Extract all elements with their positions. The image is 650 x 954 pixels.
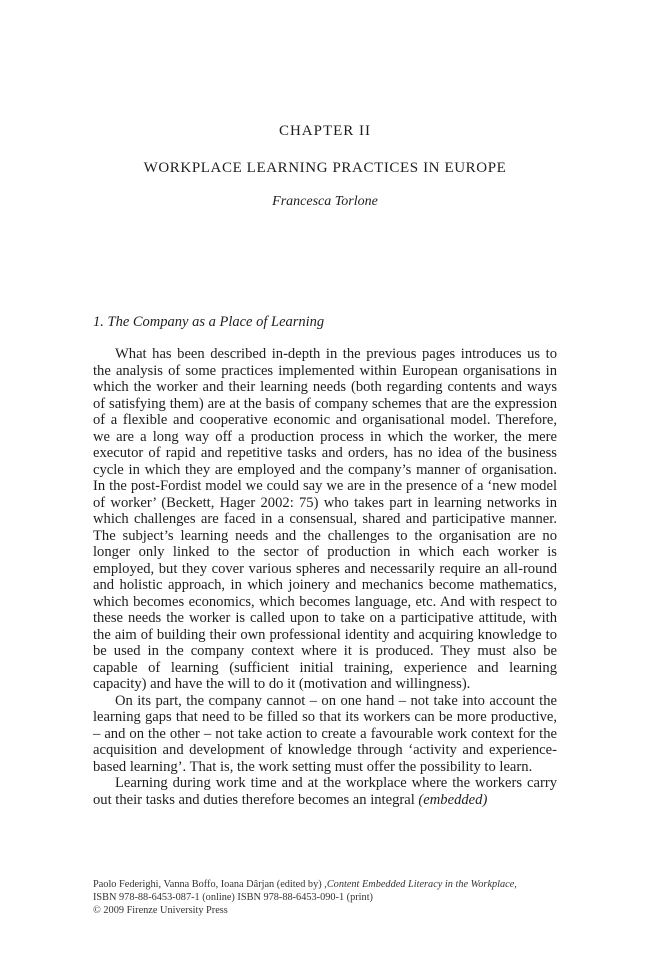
chapter-label: CHAPTER II [278, 123, 372, 139]
chapter-title: WORKPLACE LEARNING PRACTICES IN EUROPE [143, 160, 507, 176]
paragraph-3-text: Learning during work time and at the workplace where the workers carry out their tasks and duties therefore becomes an integral [93, 775, 557, 808]
paragraph-3-tail: (embedded) [418, 791, 488, 808]
paragraph-2: On its part, the company cannot – on one hand – not take into account the learning gaps that need to be filled so that its workers can be more productive, – and on the other – not take action to create a favourable work context for the acquisition and development of knowledge through ‘activity and experience-based learning’. That is, the work setting must offer the possibility to learn. [93, 692, 557, 775]
footer-copyright: © 2009 Firenze University Press [93, 905, 228, 916]
paragraph-3 [93, 775, 557, 808]
footer-citation-title: Content Embedded Literacy in the Workplace, [326, 879, 517, 890]
page-footer [93, 878, 563, 917]
footer-citation-prefix: Paolo Federighi, Vanna Boffo, Ioana Dârjan (edited by) , [93, 879, 327, 890]
chapter-author: Francesca Torlone [272, 194, 378, 209]
body-text [93, 346, 557, 808]
footer-citation [93, 878, 563, 891]
section-heading: 1. The Company as a Place of Learning [93, 314, 325, 330]
footer-isbn: ISBN 978-88-6453-087-1 (online) ISBN 978-88-6453-090-1 (print) [93, 892, 373, 903]
paragraph-1: What has been described in-depth in the previous pages introduces us to the analysis of some practices implemented within European organisations in which the worker and their learning needs (both regarding contents and ways of satisfying them) are at the basis of company schemes that are the expression of a flexible and cooperative economic and organisational model. Therefore, we are a long way off a production process in which the worker, the mere executor of rapid and repetitive tasks and orders, has no idea of the business cycle in which they are employed and the company’s manner of organisation. In the post-Fordist model we could say we are in the presence of a ‘new model of worker’ (Beckett, Hager 2002: 75) who takes part in learning networks in which challenges are faced in a consensual, shared and participative manner. The subject’s learning needs and the challenges to the organisation are no longer only linked to the sector of production in which each worker is employed, but they cover various spheres and necessarily require an all-round and holistic approach, in which joinery and mechanics become mathematics, which becomes economics, which becomes language, etc. And with respect to these needs the worker is called upon to take on a participative attitude, with the aim of building their own professional identity and acquiring knowledge to be used in the company context where it is produced. They must also be capable of learning (sufficient initial training, experience and learning capacity) and have the will to do it (motivation and willingness). [93, 346, 557, 692]
